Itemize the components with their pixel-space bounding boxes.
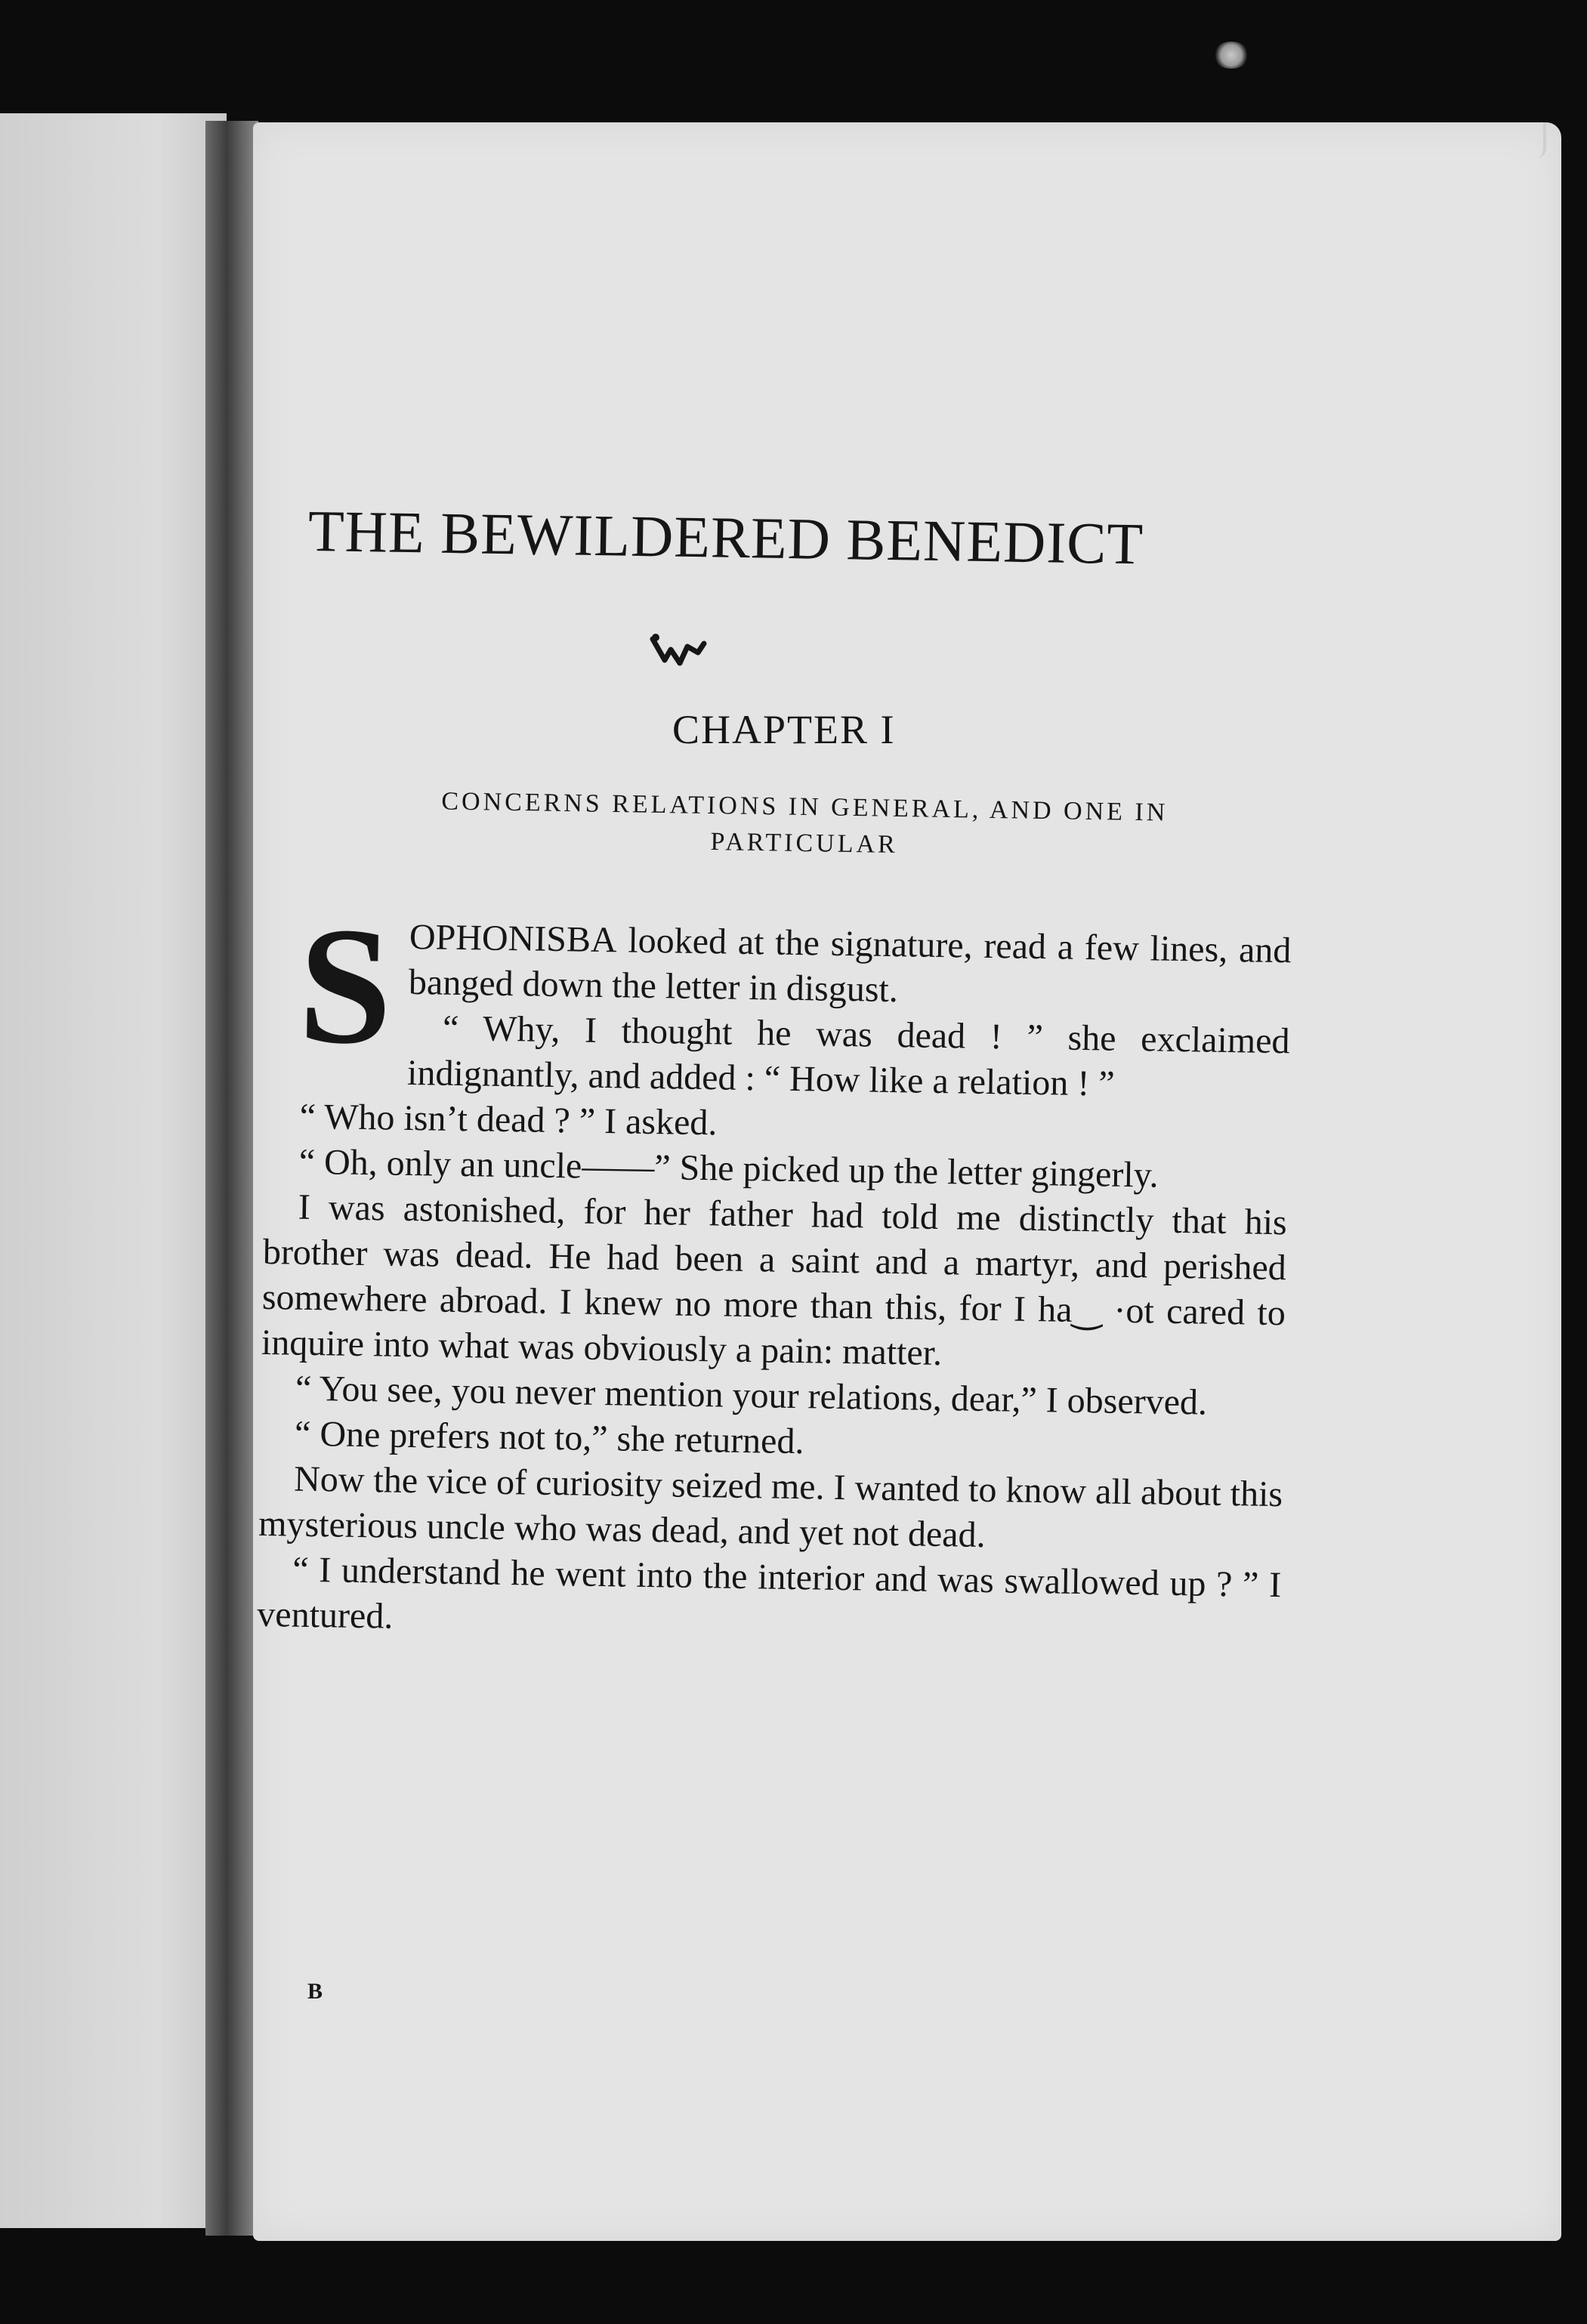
chapter-subtitle-line-2: PARTICULAR — [710, 828, 899, 859]
chapter-subtitle — [332, 782, 1277, 869]
paragraph-4: “ Oh, only an uncle——” She picked up the letter gingerly. — [298, 1141, 1159, 1196]
paragraph-2: “ Why, I thought he was dead ! ” she exclaimed indignantly, and added : “ How like a relation ! ” — [406, 1008, 1290, 1104]
signature-mark: B — [307, 1979, 323, 2004]
chapter-heading: CHAPTER I — [672, 707, 896, 752]
drop-cap: S — [297, 892, 394, 1080]
paragraph-6: “ You see, you never mention your relations, dear,” I observed. — [295, 1368, 1208, 1423]
paragraph-3: “ Who isn’t dead ? ” I asked. — [299, 1096, 718, 1143]
chapter-subtitle-line-1: CONCERNS RELATIONS IN GENERAL, AND ONE IN — [441, 787, 1169, 827]
paragraph-1-text: looked at the signature, read a few lines, and banged down the letter in disgust. — [408, 920, 1292, 1011]
page-corner — [1533, 122, 1546, 159]
paragraph-9: “ I understand he went into the interior and was swallowed up ? ” I ventured. — [256, 1549, 1282, 1637]
facing-page — [0, 113, 227, 2228]
paragraph-5: I was astonished, for her father had told me distinctly that his brother was dead. He had been a saint and a martyr, and perished somewhere abroad. I knew no more than this, for I ha‿ ·ot cared to inquire into what was obviously a pain: matter. — [261, 1187, 1288, 1374]
scan-speck — [1212, 42, 1250, 69]
paragraph-8: Now the vice of curiosity seized me. I wanted to know all about this mysterious uncle who was dead, and yet not dead. — [258, 1458, 1283, 1556]
book-gutter — [205, 121, 258, 2236]
paragraph-7: “ One prefers not to,” she returned. — [294, 1413, 804, 1462]
fleuron-ornament-icon — [648, 627, 709, 672]
book-title: THE BEWILDERED BENEDICT — [307, 498, 1144, 577]
chapter-body — [256, 892, 1292, 1653]
drop-cap-run: OPHONISBA — [409, 916, 618, 961]
